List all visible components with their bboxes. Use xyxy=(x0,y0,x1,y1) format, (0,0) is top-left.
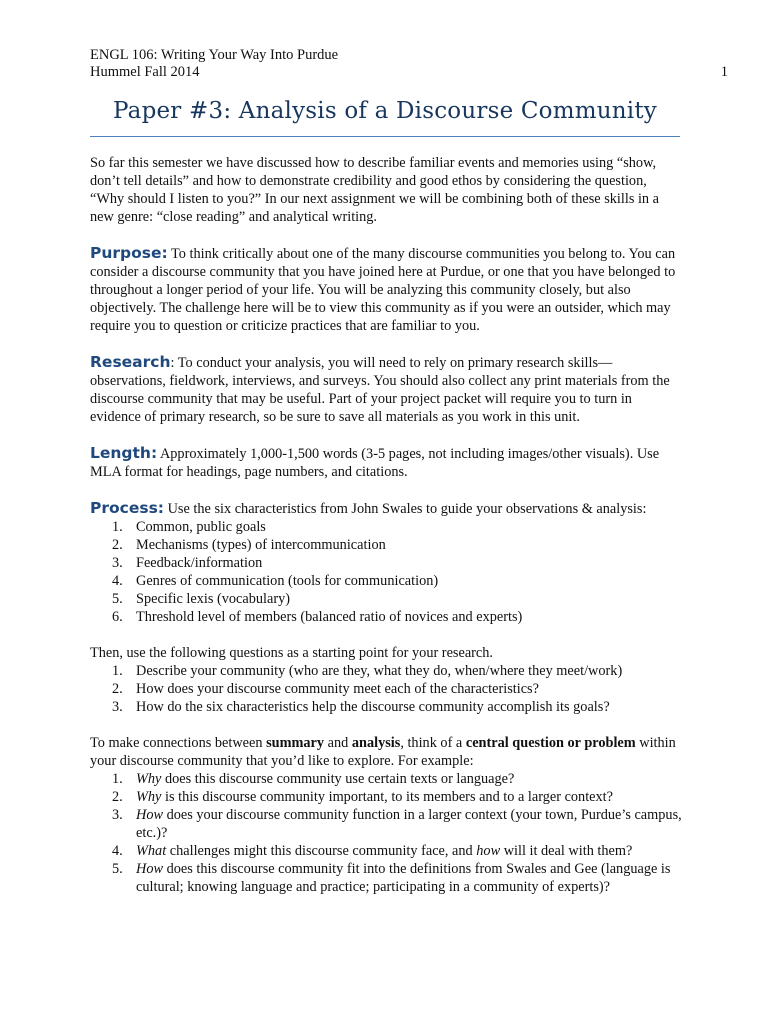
connections-paragraph xyxy=(90,734,682,770)
list-item xyxy=(90,842,682,860)
central-question-term: central question or problem xyxy=(465,735,636,751)
analysis-term: analysis xyxy=(351,735,401,751)
list-item-text: is this discourse community important, to its members and to a larger context? xyxy=(161,789,613,805)
purpose-heading: Purpose: xyxy=(90,244,168,262)
list-number: 5. xyxy=(112,861,123,877)
page-number: 1 xyxy=(720,64,728,80)
question-word: What xyxy=(136,843,167,859)
list-number: 1. xyxy=(112,519,123,535)
list-item-text: How does your discourse community meet each of the characteristics? xyxy=(136,681,539,697)
list-item-text: Mechanisms (types) of intercommunication xyxy=(136,537,386,553)
list-number: 4. xyxy=(112,573,123,589)
list-number: 1. xyxy=(112,771,123,787)
document-body xyxy=(90,154,682,896)
list-item xyxy=(90,698,682,716)
list-number: 2. xyxy=(112,681,123,697)
list-number: 6. xyxy=(112,609,123,625)
connections-text: within your discourse community that you’d like to explore. For example: xyxy=(90,735,676,769)
process-section xyxy=(90,499,682,518)
connections-text: To make connections between xyxy=(90,735,267,751)
list-number: 2. xyxy=(112,537,123,553)
list-item-text: Specific lexis (vocabulary) xyxy=(136,591,291,607)
list-item xyxy=(90,680,682,698)
list-item xyxy=(90,572,682,590)
list-item-text: does your discourse community function in a larger context (your town, Purdue’s campus, etc.)? xyxy=(136,807,682,841)
list-number: 4. xyxy=(112,843,123,859)
list-item xyxy=(90,554,682,572)
list-number: 2. xyxy=(112,789,123,805)
list-item-text: How do the six characteristics help the discourse community accomplish its goals? xyxy=(136,699,610,715)
list-item xyxy=(90,608,682,626)
questions-intro: Then, use the following questions as a starting point for your research. xyxy=(90,645,493,661)
list-item xyxy=(90,788,682,806)
list-item-text: Feedback/information xyxy=(136,555,263,571)
list-number: 3. xyxy=(112,699,123,715)
questions-list xyxy=(90,662,682,716)
list-number: 3. xyxy=(112,807,123,823)
list-item xyxy=(90,770,682,788)
question-word: How xyxy=(136,807,164,823)
purpose-text: To think critically about one of the many discourse communities you belong to. You can consider a discourse community that you have joined here at Purdue, or one that you have belonged to throughout a longer period of your life. You will be analyzing this community closely, but also objectively. The challenge here will be to view this community as if you were an outsider, which may require you to question or criticize practices that are familiar to you. xyxy=(90,246,676,334)
length-section xyxy=(90,444,682,481)
list-item-text: challenges might this discourse community face, and xyxy=(166,843,477,859)
list-item xyxy=(90,806,682,842)
list-item xyxy=(90,590,682,608)
process-text: Use the six characteristics from John Swales to guide your observations & analysis: xyxy=(164,501,647,517)
course-header: ENGL 106: Writing Your Way Into Purdue xyxy=(90,47,339,63)
research-section xyxy=(90,353,682,426)
list-item-text: does this discourse community fit into the definitions from Swales and Gee (language is cultural; knowing language and practice; participating in a community of experts)? xyxy=(136,861,671,895)
question-word: how xyxy=(476,843,501,859)
intro-paragraph: So far this semester we have discussed how to describe familiar events and memories using “show, don’t tell details” and how to demonstrate credibility and good ethos by considering the question, “Why should I listen to you?” In our next assignment we will be combining both of these skills in a new genre: “close reading” and analytical writing. xyxy=(90,155,659,225)
list-number: 3. xyxy=(112,555,123,571)
list-number: 5. xyxy=(112,591,123,607)
research-text: : To conduct your analysis, you will need to rely on primary research skills—observations, fieldwork, interviews, and surveys. You should also collect any print materials from the discourse community that may be useful. Part of your project packet will require you to turn in evidence of primary research, so be sure to save all materials as you work in this unit. xyxy=(90,355,670,425)
term-header: Hummel Fall 2014 xyxy=(90,64,200,80)
purpose-section xyxy=(90,244,682,335)
list-item xyxy=(90,860,682,896)
list-number: 1. xyxy=(112,663,123,679)
page-title: Paper #3: Analysis of a Discourse Community xyxy=(113,98,657,124)
process-heading: Process: xyxy=(90,499,165,517)
list-item-text: Describe your community (who are they, what they do, when/where they meet/work) xyxy=(136,663,623,679)
length-heading: Length: xyxy=(90,444,158,462)
connections-text: and xyxy=(324,735,352,751)
question-word: Why xyxy=(136,771,162,787)
characteristics-list xyxy=(90,518,682,626)
list-item-text: Threshold level of members (balanced ratio of novices and experts) xyxy=(136,609,523,625)
research-heading: Research xyxy=(90,353,171,371)
connections-text: , think of a xyxy=(400,735,466,751)
list-item-text: does this discourse community use certain texts or language? xyxy=(161,771,515,787)
title-divider xyxy=(90,136,680,137)
list-item xyxy=(90,662,682,680)
question-word: Why xyxy=(136,789,162,805)
list-item-text: will it deal with them? xyxy=(500,843,633,859)
list-item-text: Genres of communication (tools for communication) xyxy=(136,573,439,589)
list-item xyxy=(90,518,682,536)
question-word: How xyxy=(136,861,164,877)
list-item xyxy=(90,536,682,554)
summary-term: summary xyxy=(266,735,325,751)
length-text: Approximately 1,000-1,500 words (3-5 pages, not including images/other visuals). Use MLA format for headings, page numbers, and citations. xyxy=(90,446,660,480)
list-item-text: Common, public goals xyxy=(136,519,266,535)
example-questions-list xyxy=(90,770,682,896)
